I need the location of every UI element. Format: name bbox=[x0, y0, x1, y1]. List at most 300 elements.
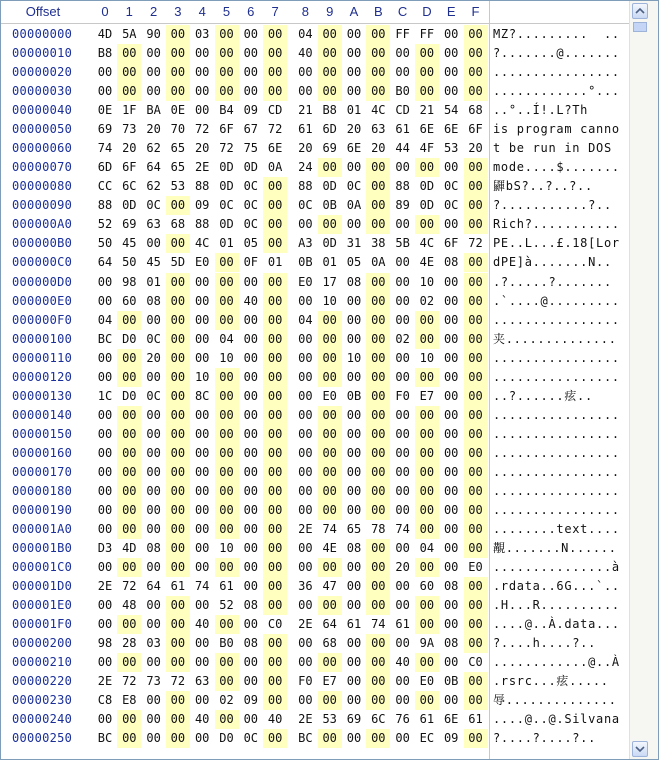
hex-row[interactable] bbox=[1, 120, 629, 139]
hex-byte[interactable]: D0 bbox=[219, 731, 234, 746]
hex-byte[interactable]: 00 bbox=[166, 501, 190, 520]
hex-byte[interactable]: 00 bbox=[166, 330, 190, 349]
hex-byte[interactable]: 00 bbox=[415, 63, 439, 82]
hex-byte[interactable]: 6E bbox=[267, 141, 283, 156]
hex-byte[interactable]: 00 bbox=[166, 234, 190, 253]
hex-byte[interactable]: 00 bbox=[464, 253, 488, 272]
scroll-down-button[interactable] bbox=[632, 741, 648, 757]
hex-row[interactable] bbox=[1, 463, 629, 482]
ascii-text[interactable]: ?.......@....... bbox=[493, 46, 620, 61]
hex-byte[interactable]: 00 bbox=[263, 82, 287, 101]
hex-byte[interactable]: 0C bbox=[243, 198, 259, 213]
hex-byte[interactable]: 00 bbox=[318, 158, 342, 177]
hex-byte[interactable]: 00 bbox=[263, 634, 287, 653]
hex-byte[interactable]: 00 bbox=[243, 617, 259, 632]
hex-byte[interactable]: 00 bbox=[366, 292, 390, 311]
hex-byte[interactable]: 00 bbox=[366, 729, 390, 748]
hex-byte[interactable]: 00 bbox=[243, 522, 259, 537]
hex-byte[interactable]: 53 bbox=[170, 179, 186, 194]
hex-byte[interactable]: 00 bbox=[395, 503, 410, 517]
ascii-text[interactable]: dPE]à.......N.. bbox=[493, 255, 612, 270]
hex-byte[interactable]: 00 bbox=[415, 311, 439, 330]
hex-byte[interactable]: 00 bbox=[215, 25, 239, 44]
hex-byte[interactable]: 00 bbox=[215, 444, 239, 463]
ascii-text[interactable]: mode....$....... bbox=[493, 160, 620, 175]
hex-byte[interactable]: 00 bbox=[243, 312, 259, 327]
hex-byte[interactable]: 00 bbox=[318, 82, 342, 101]
hex-byte[interactable]: 61 bbox=[395, 122, 410, 137]
ascii-text[interactable]: ?....h....?.. bbox=[493, 636, 597, 651]
hex-byte[interactable]: 00 bbox=[366, 311, 390, 330]
hex-byte[interactable]: 00 bbox=[215, 653, 239, 672]
hex-byte[interactable]: 62 bbox=[146, 179, 161, 194]
ascii-text[interactable]: ................ bbox=[493, 464, 620, 479]
hex-byte[interactable]: 00 bbox=[318, 501, 342, 520]
hex-byte[interactable]: 00 bbox=[395, 350, 410, 365]
ascii-text[interactable]: .H...R.......... bbox=[493, 598, 620, 613]
hex-byte[interactable]: 00 bbox=[298, 503, 313, 517]
hex-byte[interactable]: 00 bbox=[146, 426, 161, 441]
hex-byte[interactable]: 61 bbox=[468, 712, 483, 727]
hex-byte[interactable]: 00 bbox=[117, 501, 141, 520]
hex-byte[interactable]: 00 bbox=[395, 293, 410, 308]
hex-byte[interactable]: 63 bbox=[371, 122, 386, 137]
hex-byte[interactable]: 00 bbox=[263, 501, 287, 520]
hex-row[interactable] bbox=[1, 653, 629, 672]
hex-byte[interactable]: 00 bbox=[346, 312, 362, 327]
hex-byte[interactable]: 65 bbox=[170, 160, 186, 175]
hex-byte[interactable]: 00 bbox=[146, 693, 161, 708]
hex-byte[interactable]: 00 bbox=[464, 615, 488, 634]
hex-byte[interactable]: 00 bbox=[346, 731, 362, 746]
hex-byte[interactable]: 74 bbox=[322, 522, 337, 537]
ascii-text[interactable]: ...............à bbox=[493, 560, 620, 575]
hex-byte[interactable]: B8 bbox=[322, 103, 337, 118]
hex-byte[interactable]: 00 bbox=[443, 445, 459, 460]
hex-byte[interactable]: 00 bbox=[395, 255, 410, 270]
hex-row[interactable] bbox=[1, 139, 629, 158]
hex-byte[interactable]: E0 bbox=[468, 560, 483, 575]
hex-byte[interactable]: 00 bbox=[366, 44, 390, 63]
hex-byte[interactable]: 00 bbox=[166, 82, 190, 101]
hex-byte[interactable]: 00 bbox=[243, 426, 259, 441]
hex-byte[interactable]: 00 bbox=[366, 349, 390, 368]
hex-byte[interactable]: 00 bbox=[464, 406, 488, 425]
hex-byte[interactable]: 09 bbox=[443, 731, 459, 746]
hex-byte[interactable]: 0A bbox=[267, 160, 283, 175]
hex-byte[interactable]: F0 bbox=[395, 388, 410, 403]
hex-byte[interactable]: 0A bbox=[346, 198, 362, 213]
hex-byte[interactable]: 2E bbox=[298, 617, 313, 632]
hex-byte[interactable]: 00 bbox=[395, 160, 410, 175]
hex-byte[interactable]: 00 bbox=[318, 729, 342, 748]
hex-byte[interactable]: 00 bbox=[243, 674, 259, 689]
hex-byte[interactable]: 00 bbox=[117, 463, 141, 482]
hex-byte[interactable]: 00 bbox=[395, 483, 410, 498]
hex-byte[interactable]: 00 bbox=[318, 482, 342, 501]
hex-byte[interactable]: 00 bbox=[166, 292, 190, 311]
hex-byte[interactable]: 00 bbox=[415, 158, 439, 177]
ascii-text[interactable]: ?....?....?.. bbox=[493, 731, 597, 746]
hex-byte[interactable]: 74 bbox=[371, 617, 386, 632]
hex-byte[interactable]: 00 bbox=[97, 617, 113, 632]
hex-byte[interactable]: 00 bbox=[117, 710, 141, 729]
hex-row[interactable] bbox=[1, 482, 629, 501]
hex-byte[interactable]: 00 bbox=[443, 388, 459, 403]
hex-byte[interactable]: 00 bbox=[146, 369, 161, 384]
hex-byte[interactable]: 00 bbox=[298, 464, 313, 479]
hex-byte[interactable]: 0F bbox=[243, 255, 259, 270]
hex-byte[interactable]: 00 bbox=[366, 577, 390, 596]
hex-byte[interactable]: 00 bbox=[243, 350, 259, 365]
hex-byte[interactable]: 04 bbox=[298, 27, 313, 41]
hex-byte[interactable]: 6E bbox=[346, 141, 362, 156]
ascii-text[interactable]: ............@..À bbox=[493, 655, 620, 670]
ascii-text[interactable]: Rich?........... bbox=[493, 217, 620, 232]
hex-byte[interactable]: 1C bbox=[97, 388, 113, 403]
hex-byte[interactable]: F0 bbox=[298, 674, 313, 689]
hex-byte[interactable]: 00 bbox=[346, 369, 362, 384]
hex-byte[interactable]: 40 bbox=[267, 712, 283, 727]
hex-byte[interactable]: 00 bbox=[243, 464, 259, 479]
hex-byte[interactable]: CC bbox=[97, 179, 113, 194]
hex-byte[interactable]: 00 bbox=[194, 65, 210, 80]
hex-byte[interactable]: 08 bbox=[443, 255, 459, 270]
hex-byte[interactable]: 08 bbox=[243, 598, 259, 613]
hex-byte[interactable]: 00 bbox=[464, 25, 488, 44]
hex-byte[interactable]: 00 bbox=[366, 558, 390, 577]
hex-byte[interactable]: 00 bbox=[415, 596, 439, 615]
hex-byte[interactable]: 00 bbox=[443, 160, 459, 175]
hex-byte[interactable]: 40 bbox=[194, 617, 210, 632]
hex-byte[interactable]: 00 bbox=[318, 25, 342, 44]
hex-byte[interactable]: 00 bbox=[263, 520, 287, 539]
hex-byte[interactable]: 0D bbox=[219, 160, 234, 175]
hex-byte[interactable]: 73 bbox=[146, 674, 161, 689]
hex-byte[interactable]: 00 bbox=[366, 177, 390, 196]
hex-byte[interactable]: 00 bbox=[263, 672, 287, 691]
hex-byte[interactable]: 45 bbox=[122, 236, 137, 251]
hex-byte[interactable]: 60 bbox=[122, 293, 137, 308]
hex-byte[interactable]: 00 bbox=[243, 483, 259, 498]
hex-byte[interactable]: 00 bbox=[263, 63, 287, 82]
hex-byte[interactable]: 31 bbox=[346, 236, 362, 251]
hex-byte[interactable]: 00 bbox=[117, 482, 141, 501]
hex-byte[interactable]: 2E bbox=[298, 522, 313, 537]
hex-byte[interactable]: 00 bbox=[194, 274, 210, 289]
hex-byte[interactable]: 00 bbox=[146, 560, 161, 575]
ascii-text[interactable]: ................ bbox=[493, 503, 620, 517]
hex-byte[interactable]: 00 bbox=[166, 349, 190, 368]
hex-byte[interactable]: 0B bbox=[346, 388, 362, 403]
hex-byte[interactable]: 00 bbox=[263, 729, 287, 748]
hex-byte[interactable]: 00 bbox=[243, 560, 259, 575]
hex-byte[interactable]: 00 bbox=[298, 331, 313, 346]
ascii-text[interactable]: MZ?......... .. bbox=[493, 27, 620, 41]
hex-byte[interactable]: 00 bbox=[298, 407, 313, 422]
hex-byte[interactable]: 00 bbox=[97, 503, 113, 517]
hex-row[interactable] bbox=[1, 672, 629, 691]
hex-byte[interactable]: 60 bbox=[419, 579, 435, 594]
hex-byte[interactable]: 00 bbox=[263, 482, 287, 501]
hex-byte[interactable]: 00 bbox=[298, 693, 313, 708]
hex-byte[interactable]: 00 bbox=[97, 712, 113, 727]
ascii-text[interactable]: ?...........?.. bbox=[493, 198, 612, 213]
hex-byte[interactable]: 0C bbox=[346, 179, 362, 194]
hex-byte[interactable]: 00 bbox=[346, 407, 362, 422]
hex-byte[interactable]: 00 bbox=[215, 311, 239, 330]
hex-byte[interactable]: 00 bbox=[464, 482, 488, 501]
hex-byte[interactable]: 08 bbox=[443, 579, 459, 594]
hex-byte[interactable]: E8 bbox=[122, 693, 137, 708]
hex-byte[interactable]: B4 bbox=[219, 103, 234, 118]
hex-byte[interactable]: 00 bbox=[464, 463, 488, 482]
hex-byte[interactable]: D0 bbox=[122, 388, 137, 403]
hex-byte[interactable]: 72 bbox=[194, 122, 210, 137]
hex-byte[interactable]: 00 bbox=[318, 691, 342, 710]
ascii-text[interactable]: ................ bbox=[493, 65, 620, 80]
hex-byte[interactable]: 00 bbox=[97, 84, 113, 99]
hex-byte[interactable]: B0 bbox=[219, 636, 234, 651]
hex-byte[interactable]: 61 bbox=[419, 712, 435, 727]
hex-row[interactable] bbox=[1, 292, 629, 311]
hex-byte[interactable]: 00 bbox=[146, 598, 161, 613]
hex-byte[interactable]: 00 bbox=[346, 27, 362, 41]
hex-byte[interactable]: 8C bbox=[194, 388, 210, 403]
hex-byte[interactable]: 20 bbox=[146, 350, 161, 365]
hex-byte[interactable]: 54 bbox=[443, 103, 459, 118]
hex-byte[interactable]: 00 bbox=[443, 46, 459, 61]
hex-byte[interactable]: 04 bbox=[97, 312, 113, 327]
hex-byte[interactable]: 00 bbox=[415, 463, 439, 482]
hex-byte[interactable]: 00 bbox=[318, 653, 342, 672]
hex-byte[interactable]: E7 bbox=[419, 388, 435, 403]
hex-byte[interactable]: 00 bbox=[443, 464, 459, 479]
hex-byte[interactable]: 00 bbox=[346, 655, 362, 670]
hex-byte[interactable]: 00 bbox=[166, 710, 190, 729]
hex-byte[interactable]: C0 bbox=[468, 655, 483, 670]
hex-byte[interactable]: 20 bbox=[468, 141, 483, 156]
hex-byte[interactable]: 00 bbox=[395, 407, 410, 422]
hex-byte[interactable]: 00 bbox=[194, 636, 210, 651]
hex-byte[interactable]: 00 bbox=[263, 311, 287, 330]
hex-byte[interactable]: 00 bbox=[443, 598, 459, 613]
hex-byte[interactable]: 00 bbox=[346, 426, 362, 441]
hex-byte[interactable]: 0C bbox=[146, 331, 161, 346]
hex-byte[interactable]: 53 bbox=[443, 141, 459, 156]
hex-byte[interactable]: 00 bbox=[464, 349, 488, 368]
hex-byte[interactable]: 00 bbox=[215, 482, 239, 501]
hex-byte[interactable]: 00 bbox=[117, 653, 141, 672]
ascii-text[interactable]: ................ bbox=[493, 407, 620, 422]
hex-byte[interactable]: 00 bbox=[366, 330, 390, 349]
hex-byte[interactable]: 00 bbox=[166, 729, 190, 748]
hex-byte[interactable]: 4E bbox=[322, 541, 337, 556]
hex-byte[interactable]: 64 bbox=[146, 579, 161, 594]
hex-byte[interactable]: 00 bbox=[194, 445, 210, 460]
hex-byte[interactable]: 0C bbox=[243, 179, 259, 194]
hex-byte[interactable]: 00 bbox=[395, 445, 410, 460]
hex-byte[interactable]: 5A bbox=[122, 27, 137, 41]
hex-byte[interactable]: 00 bbox=[243, 445, 259, 460]
hex-byte[interactable]: 08 bbox=[146, 541, 161, 556]
hex-byte[interactable]: 00 bbox=[443, 27, 459, 41]
hex-byte[interactable]: 00 bbox=[443, 426, 459, 441]
hex-byte[interactable]: 00 bbox=[366, 482, 390, 501]
hex-byte[interactable]: B0 bbox=[395, 84, 410, 99]
hex-byte[interactable]: 6F bbox=[468, 122, 483, 137]
hex-byte[interactable]: 72 bbox=[122, 674, 137, 689]
hex-byte[interactable]: 09 bbox=[194, 198, 210, 213]
hex-byte[interactable]: 00 bbox=[146, 312, 161, 327]
hex-byte[interactable]: 00 bbox=[97, 65, 113, 80]
ascii-text[interactable]: .rdata..6G...`.. bbox=[493, 579, 620, 594]
hex-byte[interactable]: 00 bbox=[443, 617, 459, 632]
hex-byte[interactable]: 47 bbox=[322, 579, 337, 594]
hex-byte[interactable]: 00 bbox=[146, 712, 161, 727]
hex-byte[interactable]: 00 bbox=[146, 84, 161, 99]
hex-byte[interactable]: 00 bbox=[194, 541, 210, 556]
hex-byte[interactable]: 00 bbox=[443, 541, 459, 556]
hex-byte[interactable]: 02 bbox=[419, 293, 435, 308]
hex-byte[interactable]: 65 bbox=[346, 522, 362, 537]
hex-byte[interactable]: 74 bbox=[194, 579, 210, 594]
hex-byte[interactable]: 2E bbox=[298, 712, 313, 727]
hex-byte[interactable]: 44 bbox=[395, 141, 410, 156]
hex-byte[interactable]: 00 bbox=[215, 672, 239, 691]
hex-byte[interactable]: 00 bbox=[415, 615, 439, 634]
hex-byte[interactable]: 10 bbox=[346, 350, 362, 365]
hex-byte[interactable]: C8 bbox=[97, 693, 113, 708]
hex-byte[interactable]: FF bbox=[395, 27, 410, 41]
hex-byte[interactable]: 00 bbox=[366, 63, 390, 82]
hex-byte[interactable]: 00 bbox=[117, 558, 141, 577]
hex-byte[interactable]: 88 bbox=[298, 179, 313, 194]
hex-byte[interactable]: 00 bbox=[415, 520, 439, 539]
hex-row[interactable] bbox=[1, 729, 629, 748]
hex-byte[interactable]: 00 bbox=[318, 425, 342, 444]
hex-byte[interactable]: 00 bbox=[166, 406, 190, 425]
hex-byte[interactable]: 00 bbox=[443, 655, 459, 670]
hex-byte[interactable]: 00 bbox=[415, 82, 439, 101]
hex-byte[interactable]: BC bbox=[298, 731, 313, 746]
hex-byte[interactable]: 00 bbox=[298, 636, 313, 651]
hex-byte[interactable]: 00 bbox=[215, 558, 239, 577]
hex-byte[interactable]: 00 bbox=[263, 349, 287, 368]
hex-byte[interactable]: 00 bbox=[166, 539, 190, 558]
hex-row[interactable] bbox=[1, 63, 629, 82]
hex-byte[interactable]: 00 bbox=[146, 65, 161, 80]
hex-byte[interactable]: 00 bbox=[243, 712, 259, 727]
hex-byte[interactable]: 00 bbox=[263, 596, 287, 615]
hex-byte[interactable]: 00 bbox=[194, 84, 210, 99]
hex-byte[interactable]: 00 bbox=[443, 274, 459, 289]
ascii-text[interactable]: 覯.......N...... bbox=[493, 541, 617, 556]
hex-byte[interactable]: 88 bbox=[395, 179, 410, 194]
hex-byte[interactable]: 00 bbox=[166, 520, 190, 539]
hex-row[interactable] bbox=[1, 387, 629, 406]
hex-byte[interactable]: 00 bbox=[215, 463, 239, 482]
hex-byte[interactable]: 00 bbox=[97, 598, 113, 613]
hex-byte[interactable]: 09 bbox=[243, 693, 259, 708]
hex-byte[interactable]: 00 bbox=[415, 215, 439, 234]
hex-byte[interactable]: 00 bbox=[97, 274, 113, 289]
hex-byte[interactable]: 0C bbox=[219, 198, 234, 213]
hex-byte[interactable]: 00 bbox=[117, 615, 141, 634]
hex-byte[interactable]: 50 bbox=[122, 255, 137, 270]
hex-byte[interactable]: FF bbox=[419, 27, 435, 41]
hex-byte[interactable]: 00 bbox=[415, 368, 439, 387]
hex-byte[interactable]: 63 bbox=[194, 674, 210, 689]
hex-byte[interactable]: 4C bbox=[419, 236, 435, 251]
hex-byte[interactable]: BA bbox=[146, 103, 161, 118]
hex-byte[interactable]: 52 bbox=[219, 598, 234, 613]
hex-byte[interactable]: 00 bbox=[366, 25, 390, 44]
hex-byte[interactable]: 00 bbox=[97, 407, 113, 422]
hex-byte[interactable]: 48 bbox=[122, 598, 137, 613]
ascii-text[interactable]: ..°..Í!.L?Th bbox=[493, 103, 589, 118]
vertical-scrollbar[interactable] bbox=[629, 1, 658, 759]
hex-byte[interactable]: 00 bbox=[146, 617, 161, 632]
hex-byte[interactable]: 72 bbox=[267, 122, 283, 137]
hex-byte[interactable]: 00 bbox=[318, 63, 342, 82]
hex-byte[interactable]: 00 bbox=[395, 464, 410, 479]
hex-byte[interactable]: 52 bbox=[97, 217, 113, 232]
hex-row[interactable] bbox=[1, 273, 629, 292]
hex-byte[interactable]: 00 bbox=[443, 560, 459, 575]
hex-byte[interactable]: 00 bbox=[443, 483, 459, 498]
hex-byte[interactable]: 00 bbox=[97, 464, 113, 479]
hex-byte[interactable]: 00 bbox=[464, 292, 488, 311]
hex-byte[interactable]: 20 bbox=[371, 141, 386, 156]
hex-byte[interactable]: 00 bbox=[97, 293, 113, 308]
hex-byte[interactable]: 00 bbox=[263, 330, 287, 349]
hex-row[interactable] bbox=[1, 691, 629, 710]
hex-byte[interactable]: 20 bbox=[346, 122, 362, 137]
hex-byte[interactable]: 0C bbox=[146, 388, 161, 403]
hex-byte[interactable]: 00 bbox=[146, 464, 161, 479]
hex-byte[interactable]: 0B bbox=[298, 255, 313, 270]
hex-byte[interactable]: 76 bbox=[395, 712, 410, 727]
hex-row[interactable] bbox=[1, 196, 629, 215]
hex-byte[interactable]: 08 bbox=[346, 274, 362, 289]
hex-byte[interactable]: 00 bbox=[263, 44, 287, 63]
hex-byte[interactable]: 00 bbox=[395, 274, 410, 289]
hex-byte[interactable]: 00 bbox=[243, 27, 259, 41]
hex-byte[interactable]: D3 bbox=[97, 541, 113, 556]
hex-byte[interactable]: E7 bbox=[322, 674, 337, 689]
hex-byte[interactable]: 00 bbox=[443, 407, 459, 422]
hex-byte[interactable]: 00 bbox=[464, 196, 488, 215]
hex-byte[interactable]: 00 bbox=[346, 160, 362, 175]
ascii-text[interactable]: ............°... bbox=[493, 84, 620, 99]
hex-byte[interactable]: 00 bbox=[146, 483, 161, 498]
hex-byte[interactable]: 00 bbox=[146, 46, 161, 61]
hex-byte[interactable]: 04 bbox=[219, 331, 234, 346]
hex-byte[interactable]: 00 bbox=[117, 311, 141, 330]
hex-byte[interactable]: 01 bbox=[146, 274, 161, 289]
hex-byte[interactable]: 00 bbox=[464, 177, 488, 196]
hex-byte[interactable]: 6F bbox=[443, 236, 459, 251]
hex-byte[interactable]: 4E bbox=[419, 255, 435, 270]
hex-byte[interactable]: 0D bbox=[219, 179, 234, 194]
hex-byte[interactable]: 00 bbox=[464, 82, 488, 101]
hex-byte[interactable]: E0 bbox=[194, 255, 210, 270]
hex-byte[interactable]: 62 bbox=[146, 141, 161, 156]
hex-byte[interactable]: 10 bbox=[419, 350, 435, 365]
hex-row[interactable] bbox=[1, 501, 629, 520]
hex-byte[interactable]: 00 bbox=[395, 731, 410, 746]
